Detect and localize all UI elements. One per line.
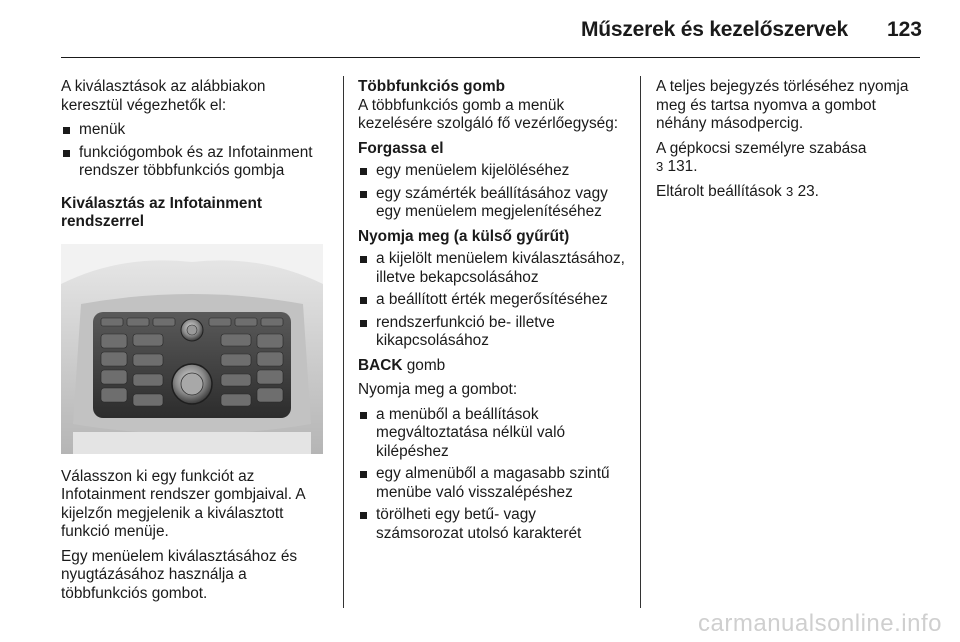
- rotate-list: [358, 162, 626, 222]
- page-reference[interactable]: 131.: [667, 158, 698, 175]
- list-item: a menüből a beállítások megváltoztatása nélkül való kilépéshez: [358, 406, 626, 462]
- list-item: a beállított érték megerősítéséhez: [358, 291, 626, 310]
- list-item: rendszerfunkció be- illetve kikapcsolásához: [358, 314, 626, 351]
- watermark: carmanualsonline.info: [698, 610, 942, 637]
- reference-arrow-icon: 3: [656, 159, 664, 174]
- cross-reference: Eltárolt beállítások 3 23.: [656, 182, 819, 200]
- list-item: egy almenüből a magasabb szintű menübe való visszalépéshez: [358, 465, 626, 502]
- back-suffix: gomb: [402, 356, 446, 374]
- paragraph: Nyomja meg a gombot:: [358, 381, 518, 398]
- paragraph: Egy menüelem kiválasztásához és nyugtázásához használja a többfunkciós gombot.: [61, 547, 298, 602]
- press-list: [358, 250, 626, 351]
- list-item: egy menüelem kijelöléséhez: [358, 162, 626, 181]
- infotainment-panel-photo: [61, 244, 323, 454]
- paragraph: Válasszon ki egy funkciót az Infotainment rendszer gombjaival. A kijelzőn megjelenik a kiválasztott funkció menüje.: [61, 467, 305, 540]
- column-divider-2: [640, 76, 641, 608]
- section-title: Műszerek és kezelőszervek: [580, 18, 848, 41]
- list-item: funkciógombok és az Infotainment rendszer többfunkciós gombja: [61, 144, 329, 181]
- sub-heading: Nyomja meg (a külső gyűrűt): [358, 227, 570, 245]
- cross-reference: A gépkocsi személyre szabása 3 131.: [656, 139, 867, 175]
- page-reference[interactable]: 23.: [797, 182, 819, 200]
- back-button-heading: [358, 357, 626, 376]
- column-2: [358, 78, 626, 549]
- selection-list: [61, 121, 329, 181]
- section-heading: Többfunkciós gomb: [358, 78, 506, 95]
- header-rule: [61, 57, 920, 58]
- list-item: a kijelölt menüelem kiválasztásához, illetve bekapcsolásához: [358, 250, 626, 287]
- list-item: menük: [61, 121, 329, 140]
- list-item: törölheti egy betű- vagy számsorozat utolsó karakterét: [358, 506, 626, 543]
- sub-heading: Forgassa el: [358, 139, 444, 157]
- back-list: [358, 406, 626, 544]
- column-1: [61, 78, 329, 609]
- intro-text: A kiválasztások az alábbiakon keresztül végezhetők el:: [61, 78, 266, 114]
- page-number: 123: [886, 18, 922, 41]
- column-3: [656, 78, 926, 207]
- column-divider-1: [343, 76, 344, 608]
- section-heading: Kiválasztás az Infotainment rendszerrel: [61, 194, 262, 230]
- back-label: BACK: [358, 356, 403, 374]
- list-item: egy számérték beállításához vagy egy menüelem megjelenítéséhez: [358, 185, 626, 222]
- reference-arrow-icon: 3: [786, 183, 794, 199]
- page-header: [0, 0, 960, 66]
- paragraph: A többfunkciós gomb a menük kezelésére szolgáló fő vezérlőegység:: [358, 96, 619, 132]
- paragraph: A teljes bejegyzés törléséhez nyomja meg és tartsa nyomva a gombot néhány másodpercig.: [656, 78, 909, 132]
